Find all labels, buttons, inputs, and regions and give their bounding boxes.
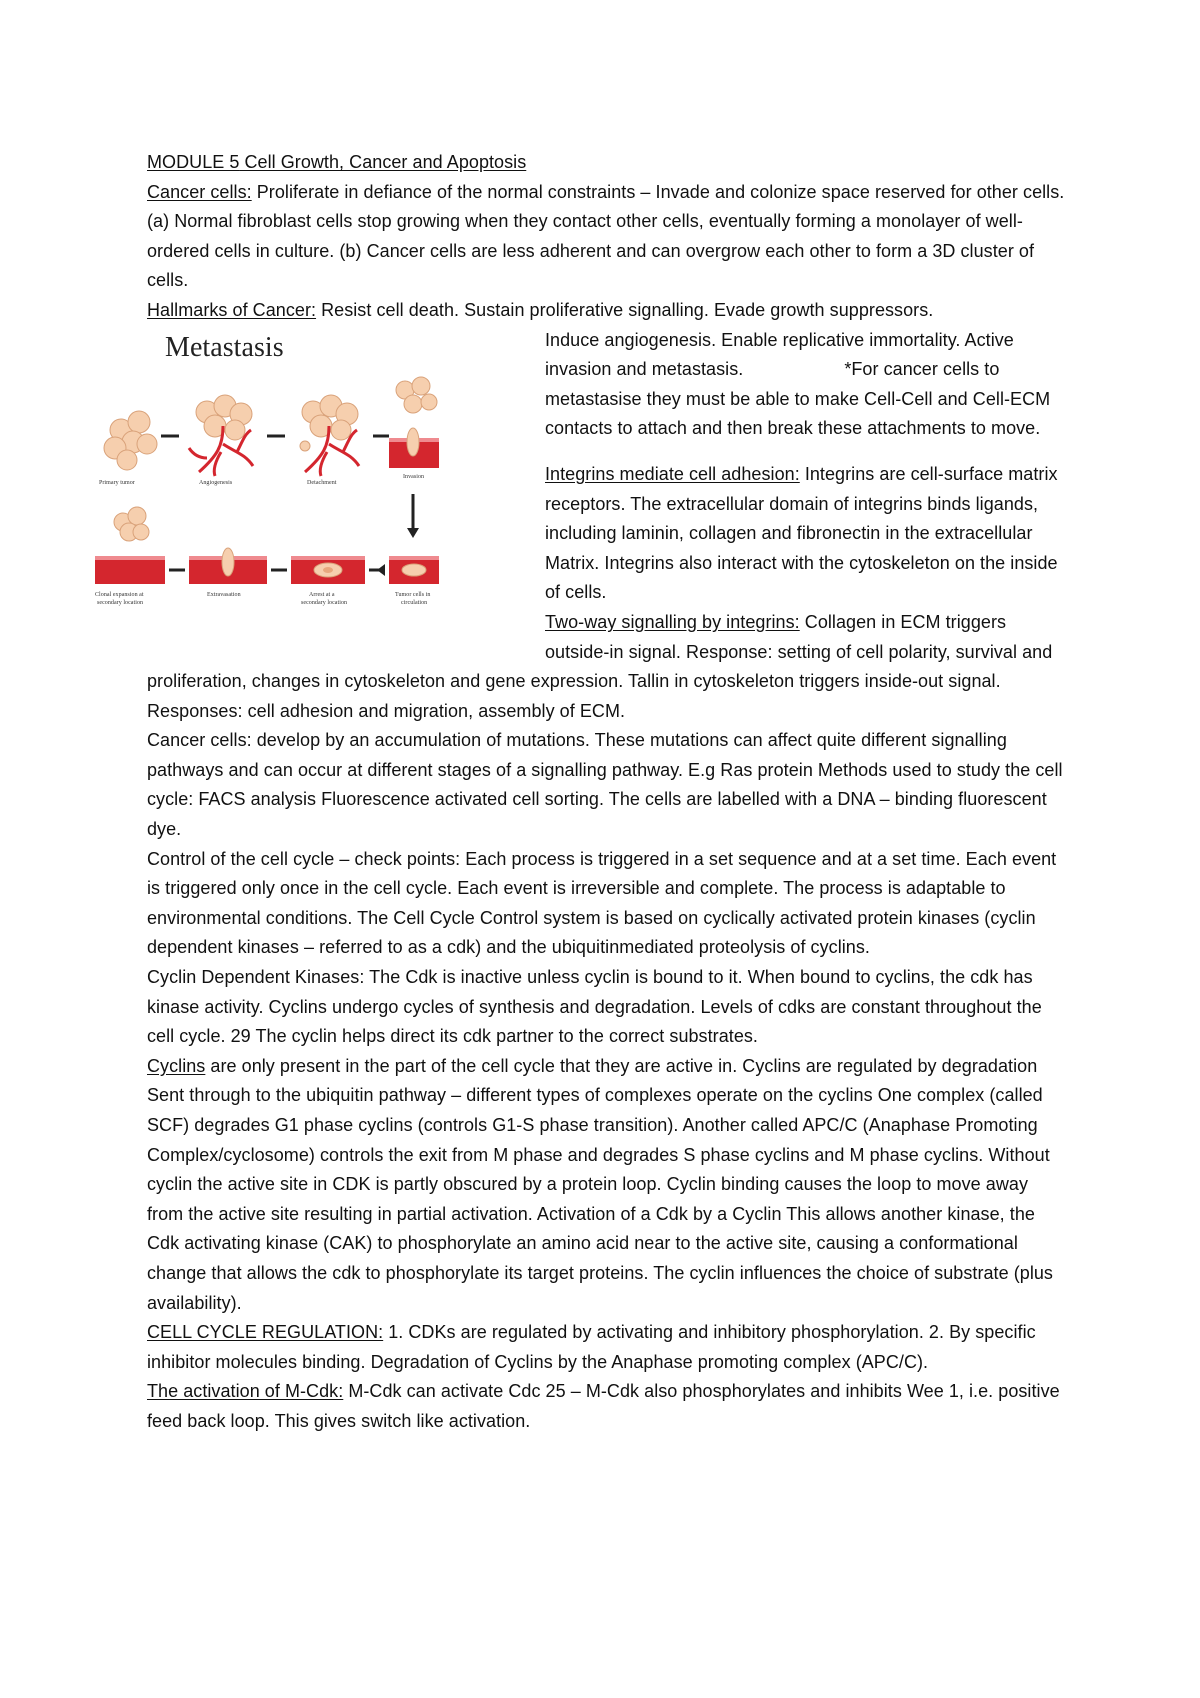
hallmarks-heading-line: [147, 296, 1067, 326]
label-transport: Tumor cells in: [395, 591, 431, 598]
two-way-text: Collagen in ECM triggers outside-in signal. Response: setting of cell polarity, survival and proliferation, changes in cytoskeleton and gene expression. Tallin in cytoskeleton triggers inside-out signal. Responses: cell adhesion and migration, assembly of ECM.: [147, 611, 1053, 721]
metastasis-figure: [95, 326, 440, 638]
module-number: MODULE 5: [147, 152, 240, 172]
hallmarks-label: Hallmarks of Cancer:: [147, 299, 317, 320]
label-invasion: Invasion: [403, 473, 425, 480]
angiogenesis-cluster: [189, 395, 253, 476]
metastasis-diagram: [95, 326, 440, 638]
mcdk-text: M-Cdk can activate Cdc 25 – M-Cdk also phosphorylates and inhibits Wee 1, i.e. positive feed back loop. This gives switch like activation.: [147, 1381, 1060, 1431]
two-way-label: Two-way signalling by integrins:: [545, 611, 800, 632]
primary-tumor-cluster: [104, 411, 157, 470]
document-body: [95, 148, 1067, 1437]
cdk-paragraph: Cyclin Dependent Kinases: The Cdk is inactive unless cyclin is bound to it. When bound to cyclins, the cdk has kinase activity. Cyclins undergo cycles of synthesis and degradation. Levels of cdks are constant throughout the cell cycle. 29 The cyclin helps direct its cdk partner to the correct substrates.: [147, 967, 1042, 1047]
cyclins-paragraph: [147, 1052, 1067, 1318]
module-title: [147, 148, 1067, 178]
label-clonal-2: secondary location: [97, 599, 144, 606]
hallmarks-line-1: Resist cell death. Sustain proliferative signalling. Evade growth suppressors.: [316, 299, 934, 320]
label-detach: Detachment: [307, 479, 337, 486]
label-arrest: Arrest at a: [309, 591, 335, 598]
integrins-text: Integrins are cell-surface matrix receptors. The extracellular domain of integrins binds ligands, including laminin, collagen and fibronectin in the extracellular Matrix. Integrins also interact with the cytoskeleton on the inside of cells.: [545, 463, 1058, 603]
regulation-paragraph: [147, 1318, 1067, 1377]
clonal-expansion-panel: [95, 507, 165, 584]
metastasis-note: *For cancer cells to metastasise they must be able to make Cell-Cell and Cell-ECM contacts to attach and then break these attachments to move.: [545, 359, 1051, 439]
cyclins-text: are only present in the part of the cell cycle that they are active in. Cyclins are regulated by degradation Sent through to the ubiquitin pathway – different types of complexes operate on the cyclins One complex (called SCF) degrades G1 phase cyclins (controls G1-S phase transition). Another called APC/C (Anaphase Promoting Complex/cyclosome) controls the exit from M phase and degrades S phase cyclins and M phase cyclins. Without cyclin the active site in CDK is partly obscured by a protein loop. Cyclin binding causes the loop to move away from the active site resulting in partial activation. Activation of a Cdk by a Cyclin This allows another kinase, the Cdk activating kinase (CAK) to phosphorylate an amino acid near to the active site, causing a conformational change that allows the cdk to phosphorylate its target proteins. The cyclin influences the choice of substrate (plus availability).: [147, 1055, 1053, 1313]
hallmarks-continued: Induce angiogenesis. Enable replicative immortality. Active invasion and metastasis. *For cancer cells to metastasise they must be able to make Cell-Cell and Cell-ECM contacts to attach and then break these attachments to move.: [545, 329, 1051, 439]
label-clonal: Clonal expansion at: [95, 591, 144, 598]
regulation-text: 1. CDKs are regulated by activating and inhibitory phosphorylation. 2. By specific inhibitor molecules binding. Degradation of Cyclins by the Anaphase promoting complex (APC/C).: [147, 1322, 1036, 1372]
cancer-cells-text: Proliferate in defiance of the normal constraints – Invade and colonize space reserved for other cells. (a) Normal fibroblast cells stop growing when they contact other cells, eventually forming a monolayer of well-ordered cells in culture. (b) Cancer cells are less adherent and can overgrow each other to form a 3D cluster of cells.: [147, 181, 1065, 291]
cancer-cells-label: Cancer cells:: [147, 181, 252, 202]
cancer-development-paragraph: Cancer cells: develop by an accumulation of mutations. These mutations can affect quite different signalling pathways and can occur at different stages of a signalling pathway. E.g Ras protein Methods used to study the cell cycle: FACS analysis Fluorescence activated cell sorting. The cells are labelled with a DNA – binding fluorescent dye.: [147, 730, 1063, 840]
regulation-label: CELL CYCLE REGULATION:: [147, 1322, 384, 1343]
mcdk-paragraph: [147, 1377, 1067, 1436]
arrest-panel: [291, 556, 365, 584]
module-title-text: Cell Growth, Cancer and Apoptosis: [239, 152, 527, 172]
invasion-panel: [389, 377, 439, 468]
label-transport-2: circulation: [401, 599, 428, 606]
cell-cycle-control-paragraph: Control of the cell cycle – check points: Each process is triggered in a set sequence and at a set time. Each event is triggered only once in the cell cycle. Each event is irreversible and complete. The process is adaptable to environmental conditions. The Cell Cycle Control system is based on cyclically activated protein kinases (cyclin dependent kinases – referred to as a cdk) and the ubiquitinmediated proteolysis of cyclins.: [147, 848, 1057, 958]
cancer-cells-paragraph: [147, 178, 1067, 296]
detachment-cluster: [300, 395, 359, 476]
integrins-label: Integrins mediate cell adhesion:: [545, 463, 800, 484]
label-extra: Extravasation: [207, 591, 241, 598]
label-primary: Primary tumor: [99, 479, 135, 486]
mcdk-label: The activation of M-Cdk:: [147, 1381, 344, 1402]
cyclins-label: Cyclins: [147, 1055, 206, 1076]
circulation-panel: [389, 556, 439, 584]
extravasation-panel: [189, 548, 267, 584]
label-arrest-2: secondary location: [301, 599, 348, 606]
figure-title: Metastasis: [165, 331, 284, 363]
label-angio: Angiogenesis: [199, 479, 233, 486]
